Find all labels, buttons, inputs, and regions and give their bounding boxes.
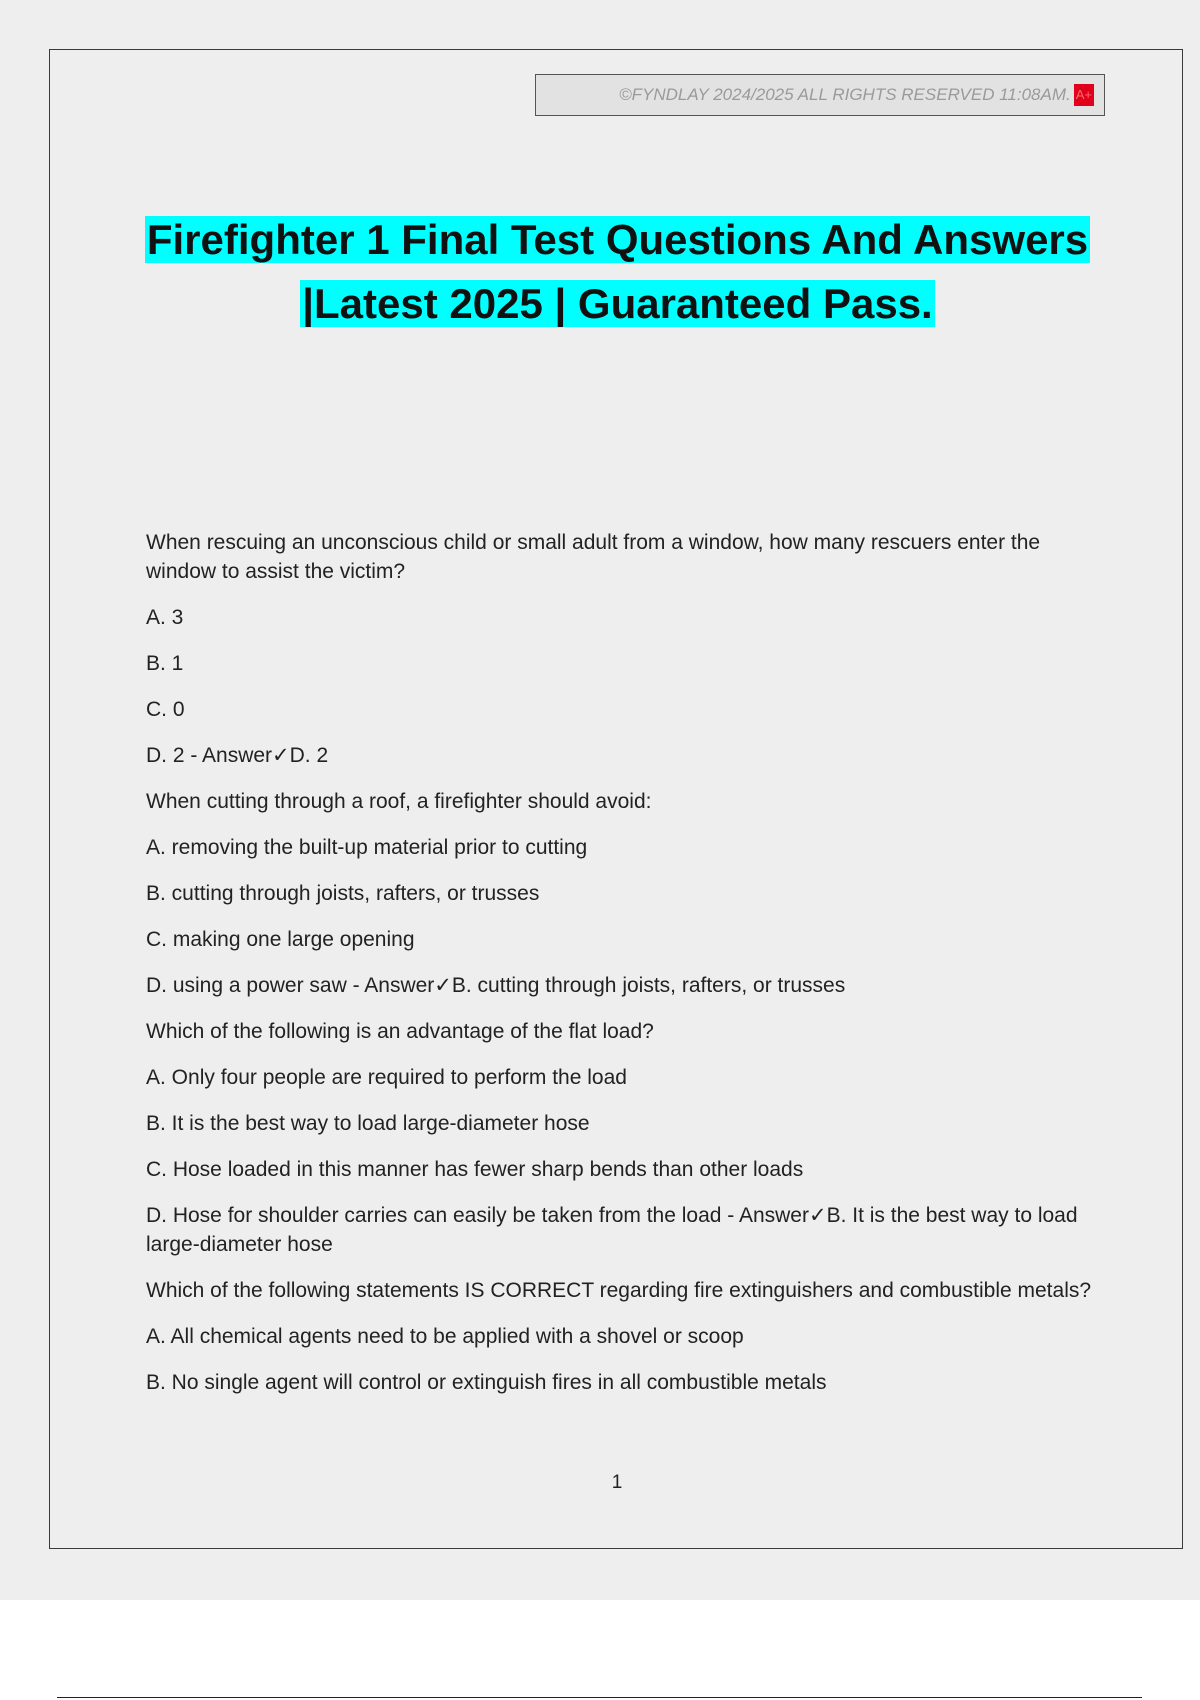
copyright-text: ©FYNDLAY 2024/2025 ALL RIGHTS RESERVED 11:08AM. [619,85,1071,104]
answer-option: A. removing the built-up material prior to cutting [146,836,588,859]
answer-option: B. 1 [146,652,184,675]
bottom-divider [57,1697,1142,1698]
question-content [146,528,1096,1414]
question-text: When rescuing an unconscious child or small adult from a window, how many rescuers enter the window to assist the victim? [146,531,1041,583]
question-text: Which of the following statements IS CORRECT regarding fire extinguishers and combustible metals? [146,1279,1092,1302]
answer-option: A. All chemical agents need to be applied with a shovel or scoop [146,1325,744,1348]
page-number: 1 [611,1472,623,1493]
title-line-2: |Latest 2025 | Guaranteed Pass. [302,280,933,327]
question-text: Which of the following is an advantage of the flat load? [146,1020,654,1043]
answer-option: C. 0 [146,698,185,721]
answer-option: C. Hose loaded in this manner has fewer sharp bends than other loads [146,1158,804,1181]
answer-option-with-key: D. using a power saw - Answer✓B. cutting through joists, rafters, or trusses [146,974,846,997]
question-text: When cutting through a roof, a firefighter should avoid: [146,790,652,813]
answer-option-with-key: D. 2 - Answer✓D. 2 [146,744,329,767]
copyright-box [535,74,1105,116]
answer-option: A. 3 [146,606,184,629]
answer-option: B. No single agent will control or extinguish fires in all combustible metals [146,1371,827,1394]
answer-option: C. making one large opening [146,928,415,951]
document-title [80,208,1155,336]
grade-badge: A+ [1074,84,1094,106]
answer-option: A. Only four people are required to perform the load [146,1066,627,1089]
answer-option: B. It is the best way to load large-diameter hose [146,1112,590,1135]
answer-option-with-key: D. Hose for shoulder carries can easily be taken from the load - Answer✓B. It is the best way to load large-diameter hose [146,1204,1078,1256]
answer-option: B. cutting through joists, rafters, or trusses [146,882,540,905]
title-line-1: Firefighter 1 Final Test Questions And Answers [146,216,1089,263]
